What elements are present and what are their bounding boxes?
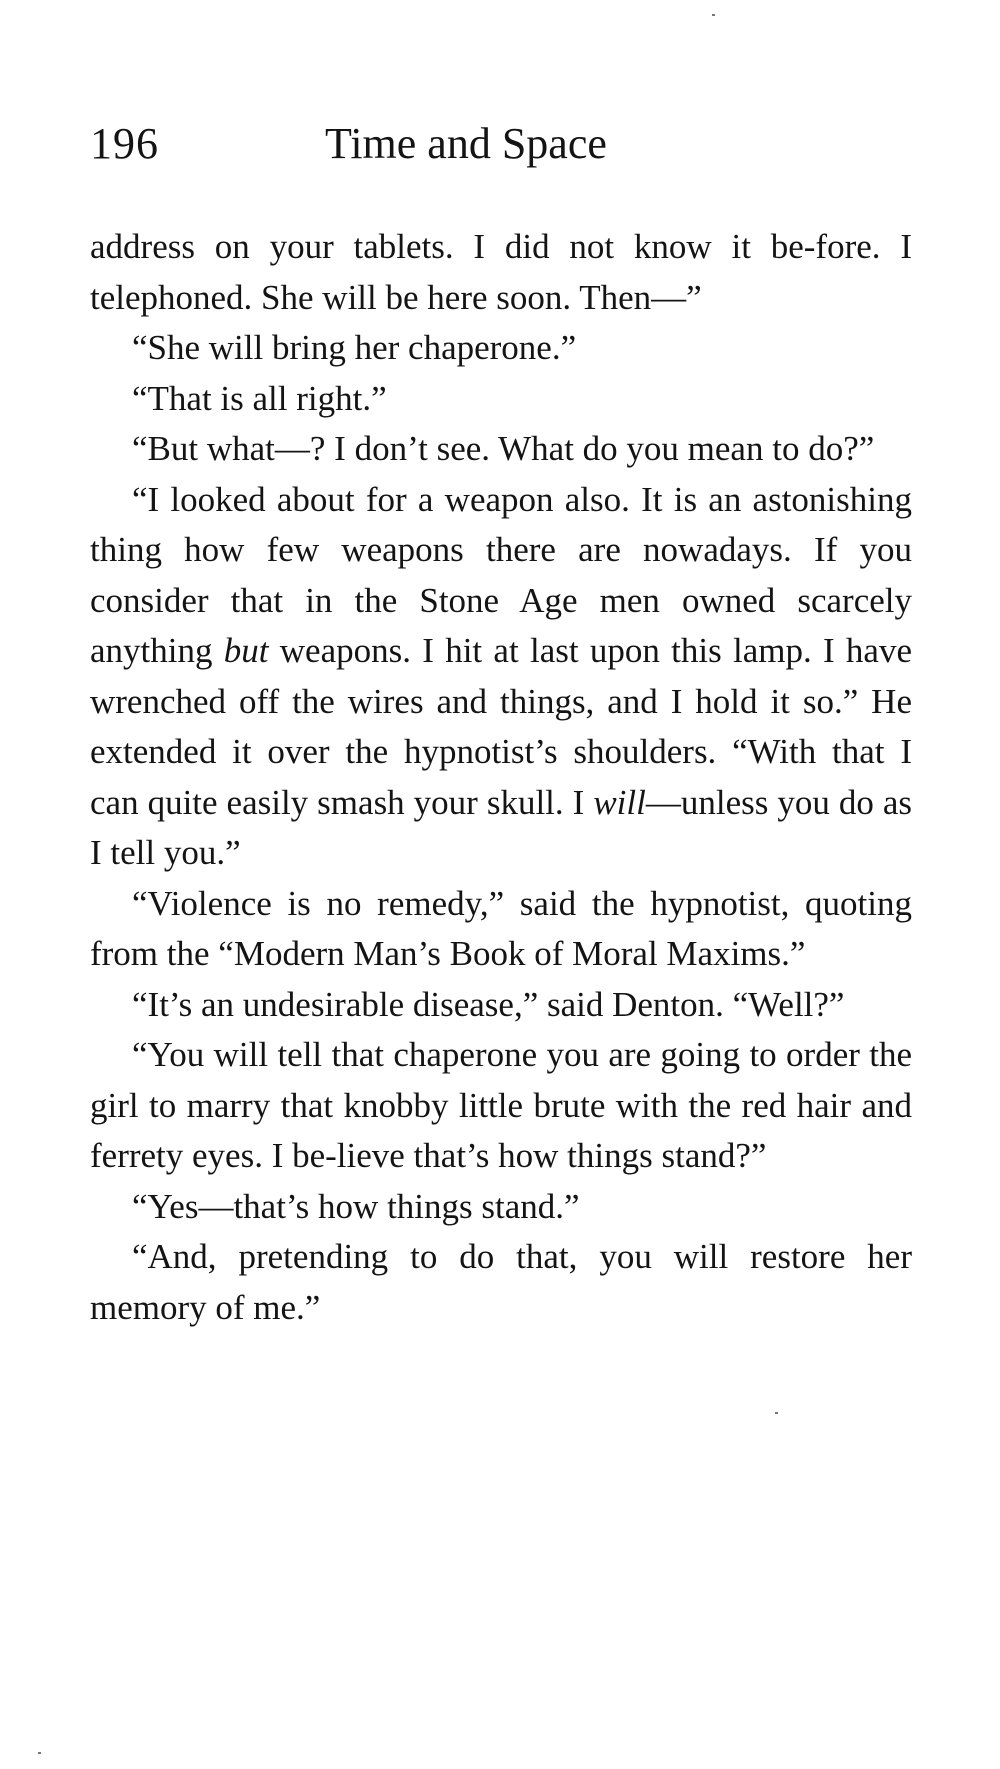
body-text [90, 222, 912, 1333]
paper-speck [775, 1412, 778, 1414]
text-run: “And, pretending to do that, you will restore her memory of me.” [90, 1237, 912, 1327]
paragraph [90, 1030, 912, 1182]
paragraph [90, 323, 912, 374]
text-run: “But what—? I don’t see. What do you mean to do?” [132, 429, 875, 468]
paragraph [90, 1232, 912, 1333]
text-run: “Violence is no remedy,” said the hypnotist, quoting from the “Modern Man’s Book of Moral Maxims.” [90, 883, 912, 973]
running-title: Time and Space [325, 119, 607, 168]
text-run: —unless you do as I tell you.” [90, 782, 912, 872]
italic-text: will [593, 782, 646, 822]
page-header [90, 118, 910, 178]
text-run: “That is all right.” [132, 378, 387, 418]
text-run: “I looked about for a weapon also. It is an astonishing thing how few weapons there are nowadays. If you consider that in the Stone Age men owned scarcely anything [90, 479, 912, 670]
paper-speck [712, 14, 715, 16]
paragraph [90, 475, 912, 879]
paragraph [90, 424, 912, 475]
italic-text: but [223, 631, 269, 670]
text-run: “She will bring her chaperone.” [132, 328, 577, 367]
text-run: address on your tablets. I did not know it be-fore. I telephoned. She will be here soon. Then—” [90, 227, 912, 317]
paragraph [90, 980, 912, 1031]
text-run: “You will tell that chaperone you are going to order the girl to marry that knobby little brute with the red hair and ferrety eyes. I be-lieve that’s how things stand?” [90, 1035, 912, 1175]
text-run: weapons. I hit at last upon this lamp. I have wrenched off the wires and things, and I hold it so.” He extended it over the hypnotist’s shoulders. “With that I can quite easily smash your skull. I [90, 631, 912, 822]
paragraph [90, 374, 912, 425]
text-run: “Yes—that’s how things stand.” [132, 1186, 580, 1226]
page-number: 196 [90, 119, 159, 168]
paragraph [90, 222, 912, 323]
paper-speck [38, 1752, 41, 1754]
text-run: “It’s an undesirable disease,” said Denton. “Well?” [132, 984, 845, 1024]
paragraph [90, 1182, 912, 1233]
paragraph [90, 879, 912, 980]
